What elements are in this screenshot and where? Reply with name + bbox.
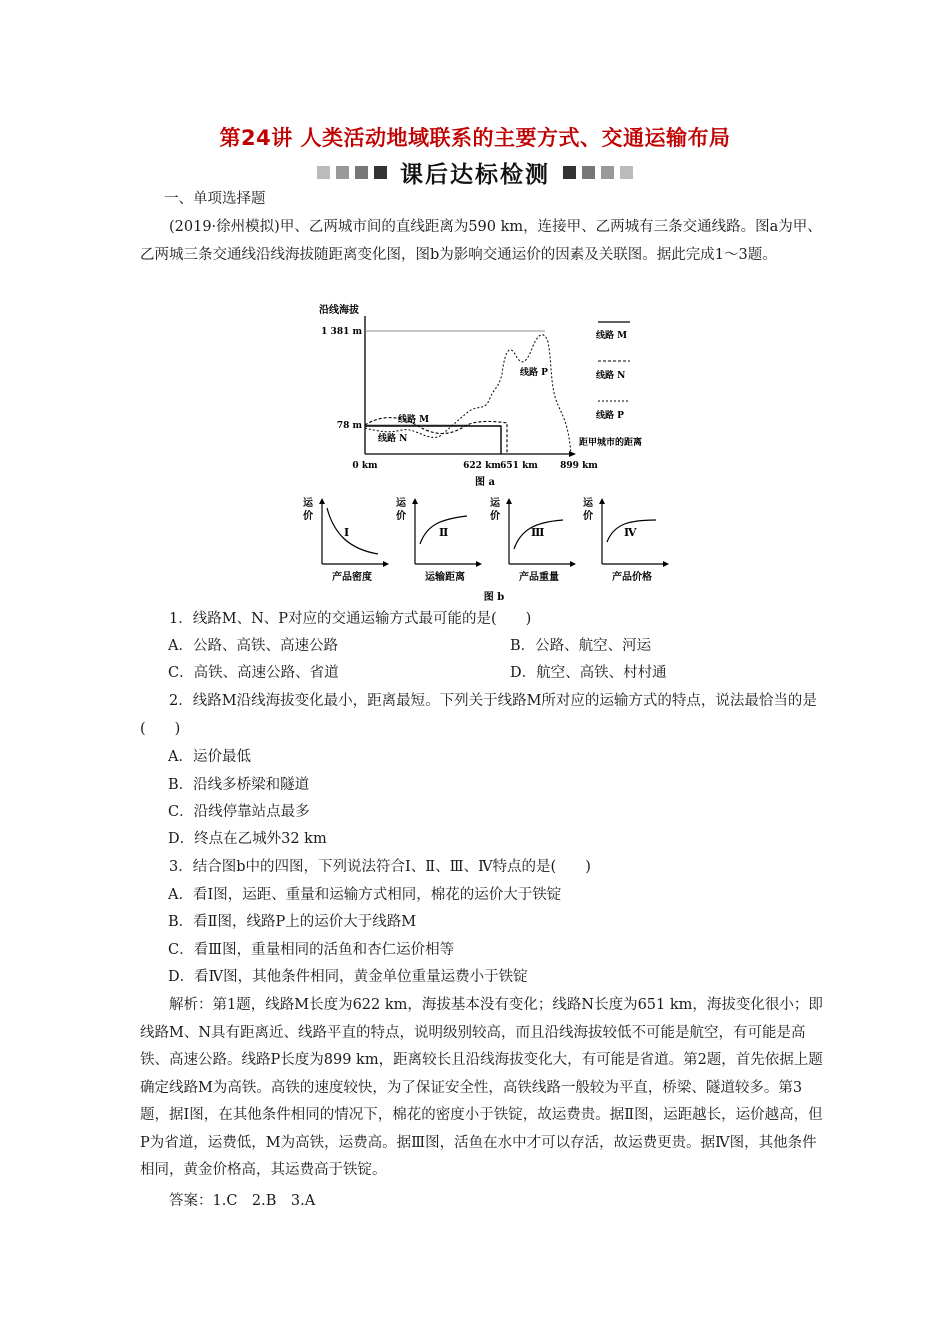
q1-option-a: A．公路、高铁、高速公路 <box>168 638 338 654</box>
legend-n-label: 线路 N <box>596 371 626 381</box>
banner-square <box>374 166 387 179</box>
panel-1-ylabel-1: 运 <box>303 498 313 509</box>
figure-b-caption: 图 b <box>483 592 505 603</box>
svg-text:运: 运 <box>490 498 500 509</box>
panel-4 <box>583 496 669 583</box>
svg-text:运: 运 <box>583 498 593 509</box>
svg-text:运: 运 <box>396 498 406 509</box>
panel-2-roman: Ⅱ <box>439 526 449 539</box>
q2-option-a: A．运价最低 <box>168 749 251 765</box>
analysis-text: 解析：第1题，线路M长度为622 km，海拔基本没有变化；线路N长度为651 km，海拔变化很小；即线路M、N具有距离近、线路平直的特点，说明级别较高，而且沿线海拔较低不可能是航空，有可能是高铁、高速公路。线路P长度为899 km，距离较长且沿线海拔变化大，有可能是省道。第2题，首先依据上题确定线路M为高铁。高铁的速度较快，为了保证安全性，高铁线路一般较为平直，桥梁、隧道较多。第3题，据Ⅰ图，在其他条件相同的情况下，棉花的密度小于铁锭，故运费贵。据Ⅱ图，运距越长，运价越高，但P为省道，运费低，M为高铁，运费高。据Ⅲ图，活鱼在水中才可以存活，故运费更贵。据Ⅳ图，其他条件相同，黄金价格高，其运费高于铁锭。 <box>140 997 823 1178</box>
panel-4-roman: Ⅳ <box>624 526 637 539</box>
legend-p-label: 线路 P <box>596 411 624 421</box>
x-tick-651: 651 km <box>500 461 538 471</box>
svg-text:价: 价 <box>583 511 593 522</box>
banner-text: 课后达标检测 <box>400 162 550 188</box>
banner-square <box>355 166 368 179</box>
q2-option-d: D．终点在乙城外32 km <box>168 831 327 847</box>
svg-text:价: 价 <box>490 511 500 522</box>
panel-3-roman: Ⅲ <box>531 526 545 539</box>
answer-text: 答案：1.C 2.B 3.A <box>169 1193 316 1209</box>
banner-square <box>336 166 349 179</box>
figure-a-caption: 图 a <box>475 477 495 488</box>
q3-stem: 3．结合图b中的四图，下列说法符合Ⅰ、Ⅱ、Ⅲ、Ⅳ特点的是( ) <box>169 859 591 875</box>
figure-b <box>294 494 694 606</box>
q3-option-d: D．看Ⅳ图，其他条件相同，黄金单位重量运费小于铁锭 <box>168 969 528 985</box>
route-m-label: 线路 M <box>398 415 430 425</box>
banner-square <box>317 166 330 179</box>
lesson-title: 第24讲 人类活动地域联系的主要方式、交通运输布局 <box>219 126 731 150</box>
q1-option-d: D．航空、高铁、村村通 <box>510 665 667 681</box>
y-tick-78: 78 m <box>336 421 362 431</box>
question-intro: (2019·徐州模拟)甲、乙两城市间的直线距离为590 km，连接甲、乙两城有三条交通线路。图a为甲、乙两城三条交通线沿线海拔随距离变化图，图b为影响交通运价的因素及关联图。据此完成1～3题。 <box>140 219 822 263</box>
panel-1-roman: Ⅰ <box>344 526 350 539</box>
banner-square <box>582 166 595 179</box>
q2-stem: 2．线路M沿线海拔变化最小，距离最短。下列关于线路M所对应的运输方式的特点，说法最恰当的是( ) <box>140 693 817 737</box>
route-p-label: 线路 P <box>520 368 548 378</box>
q1-stem: 1．线路M、N、P对应的交通运输方式最可能的是( ) <box>169 611 532 627</box>
x-tick-0: 0 km <box>352 461 378 471</box>
q3-option-c: C．看Ⅲ图，重量相同的活鱼和杏仁运价相等 <box>168 942 455 958</box>
figure-a <box>290 302 680 492</box>
q3-option-b: B．看Ⅱ图，线路P上的运价大于线路M <box>168 914 417 930</box>
panel-2-xlabel: 运输距离 <box>425 572 465 583</box>
q2-option-b: B．沿线多桥梁和隧道 <box>168 777 310 793</box>
figure-a-xlabel: 距甲城市的距离 <box>579 438 643 448</box>
panel-3-xlabel: 产品重量 <box>519 572 559 583</box>
panel-4-xlabel: 产品价格 <box>612 572 652 583</box>
banner-square <box>563 166 576 179</box>
banner-square <box>620 166 633 179</box>
section-banner <box>0 156 950 189</box>
x-tick-622: 622 km <box>463 461 501 471</box>
q1-option-b: B．公路、航空、河运 <box>510 638 652 654</box>
panel-1 <box>303 496 389 583</box>
figure-a-ylabel: 沿线海拔 <box>319 305 359 316</box>
q1-option-c: C．高铁、高速公路、省道 <box>168 665 339 681</box>
route-n-label: 线路 N <box>378 434 408 444</box>
panel-3 <box>490 496 576 583</box>
banner-square <box>601 166 614 179</box>
y-tick-1381: 1 381 m <box>321 327 362 337</box>
svg-text:价: 价 <box>396 511 406 522</box>
panel-1-xlabel: 产品密度 <box>332 572 372 583</box>
q2-option-c: C．沿线停靠站点最多 <box>168 804 310 820</box>
panel-1-ylabel-2: 价 <box>303 511 313 522</box>
panel-1-curve <box>327 508 378 554</box>
q3-option-a: A．看Ⅰ图，运距、重量和运输方式相同，棉花的运价大于铁锭 <box>168 887 562 903</box>
legend-m-label: 线路 M <box>596 331 628 341</box>
x-tick-899: 899 km <box>560 461 598 471</box>
panel-2 <box>396 496 482 583</box>
section-heading: 一、单项选择题 <box>164 191 266 207</box>
